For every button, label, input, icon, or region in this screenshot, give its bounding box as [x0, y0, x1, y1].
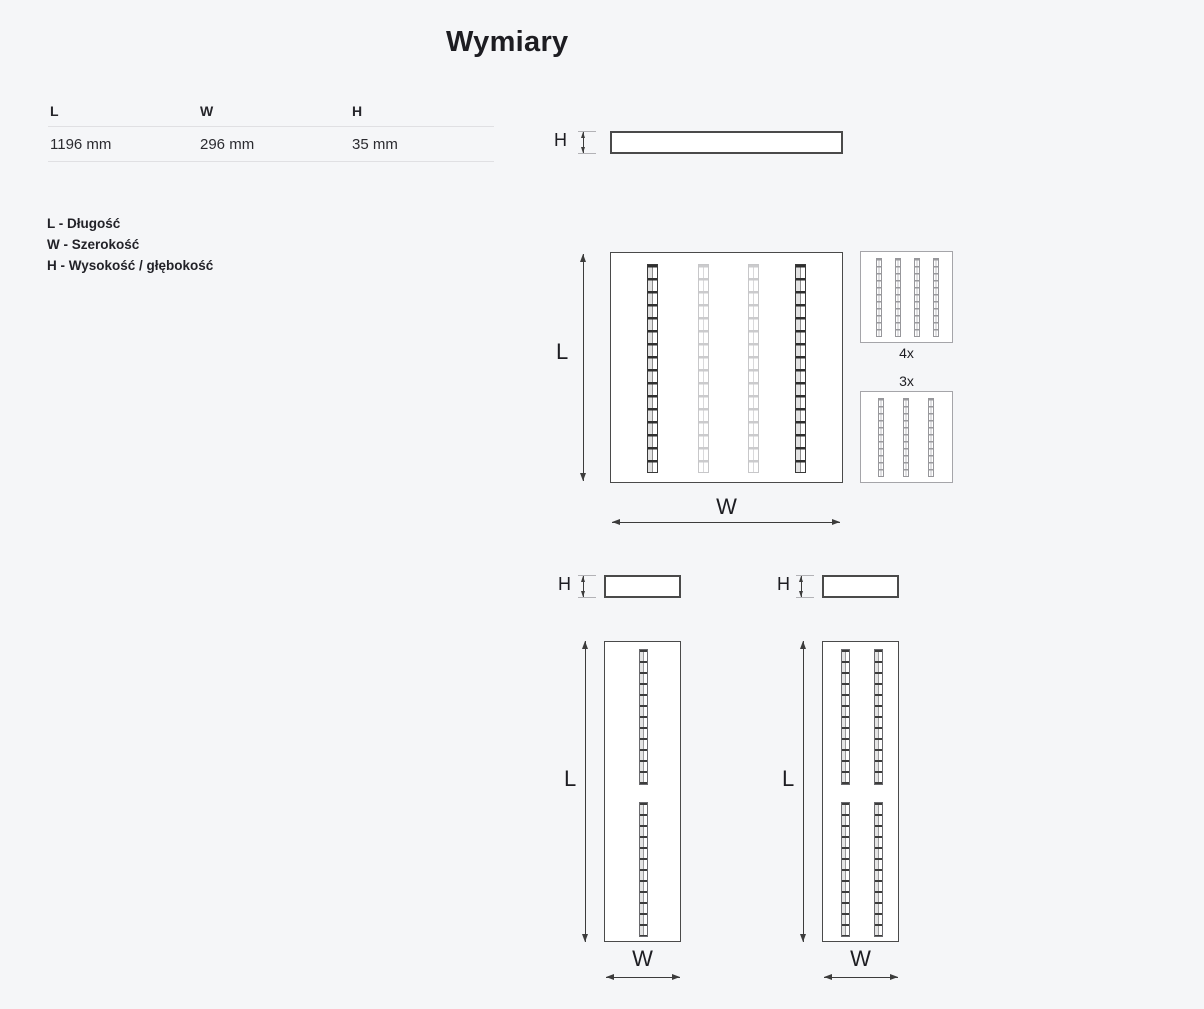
height-dim-bracket-narrow-left	[578, 575, 596, 598]
narrow-left-side-rect	[604, 575, 681, 598]
length-label-narrow-left: L	[564, 766, 577, 791]
legend-item-length: L - Długość	[47, 216, 121, 231]
width-label-narrow-left: W	[632, 946, 653, 971]
led-strip	[748, 264, 759, 473]
width-dim-arrow-front	[612, 522, 840, 523]
height-dim-arrow	[801, 576, 802, 597]
height-dim-arrow	[583, 132, 584, 153]
dim-tick	[578, 153, 596, 154]
led-strip	[841, 649, 850, 785]
height-label-narrow-right: H	[777, 574, 790, 594]
spec-table-header-row	[48, 99, 494, 127]
length-label-front: L	[556, 339, 569, 364]
led-strip	[639, 802, 648, 937]
col-header-length: L	[50, 103, 59, 119]
led-strip	[874, 802, 883, 937]
length-label-narrow-right: L	[782, 766, 795, 791]
width-dim-arrow-narrow-left	[606, 977, 680, 978]
value-height: 35 mm	[352, 136, 398, 153]
width-label-front: W	[716, 494, 737, 519]
page-title: Wymiary	[446, 26, 569, 58]
value-width: 296 mm	[200, 136, 255, 153]
led-strip	[903, 398, 909, 477]
height-dim-arrow	[583, 576, 584, 597]
module-4x-box	[860, 251, 953, 343]
led-strip	[698, 264, 709, 473]
module-4x-label: 4x	[899, 345, 914, 361]
length-dim-arrow-narrow-right	[803, 641, 804, 942]
height-dim-bracket-narrow-right	[796, 575, 814, 598]
led-strip	[878, 398, 884, 477]
legend-item-height: H - Wysokość / głębokość	[47, 258, 214, 273]
width-label-narrow-right: W	[850, 946, 871, 971]
led-strip	[647, 264, 658, 473]
panel-front-view-rect	[610, 252, 843, 483]
dim-tick	[578, 597, 596, 598]
height-dim-bracket-top	[578, 131, 596, 154]
led-strip	[928, 398, 934, 477]
legend	[47, 213, 213, 276]
height-label-top: H	[554, 130, 567, 150]
dim-tick	[796, 597, 814, 598]
height-label-narrow-left: H	[558, 574, 571, 594]
col-header-height: H	[352, 103, 363, 119]
led-strip	[895, 258, 901, 337]
led-strip	[933, 258, 939, 337]
spec-table	[48, 99, 494, 162]
led-strip	[874, 649, 883, 785]
module-3x-label: 3x	[899, 373, 914, 389]
col-header-width: W	[200, 103, 214, 119]
narrow-left-front-rect	[604, 641, 681, 942]
value-length: 1196 mm	[50, 136, 112, 153]
module-3x-box	[860, 391, 953, 483]
led-strip	[914, 258, 920, 337]
width-dim-arrow-narrow-right	[824, 977, 898, 978]
narrow-right-front-rect	[822, 641, 899, 942]
spec-table-value-row	[48, 127, 494, 162]
led-strip	[841, 802, 850, 937]
led-strip	[639, 649, 648, 785]
led-strip	[795, 264, 806, 473]
led-strip	[876, 258, 882, 337]
narrow-right-side-rect	[822, 575, 899, 598]
panel-side-view-rect	[610, 131, 843, 154]
length-dim-arrow-front	[583, 254, 584, 481]
legend-item-width: W - Szerokość	[47, 237, 140, 252]
length-dim-arrow-narrow-left	[585, 641, 586, 942]
